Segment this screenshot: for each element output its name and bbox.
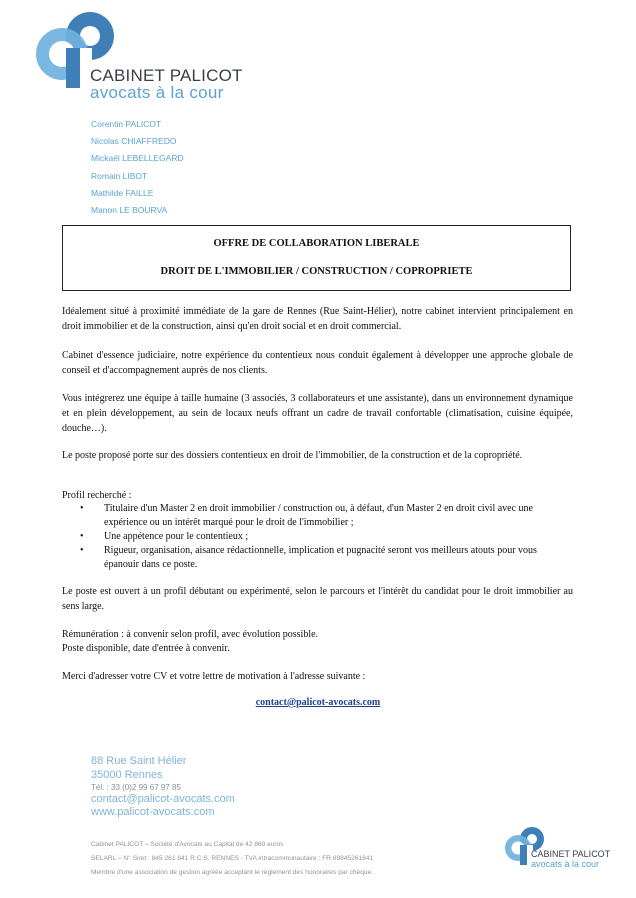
footer-legal-capital: Cabinet PALICOT – Société d'Avocats au Capital de 42 860 euros xyxy=(91,841,284,848)
paragraph-approach: Cabinet d'essence judiciaire, notre expérience du contentieux nous conduit également à développer une approche globale de conseil et d'accompagnement auprès de nos clients. xyxy=(62,350,573,376)
lawyer-name: Nicolas CHIAFFREDO xyxy=(91,136,177,147)
lawyer-name: Mathilde FAILLE xyxy=(91,187,154,198)
brand-tagline: avocats à la cour xyxy=(90,83,224,102)
list-item-text: Titulaire d'un Master 2 en droit immobilier / construction ou, à défaut, d'un Master 2 en droit civil avec une expérience ou un intérêt marqué pour le droit de l'immobilier ; xyxy=(104,503,533,528)
footer-website-link[interactable]: www.palicot-avocats.com xyxy=(91,806,215,818)
lawyer-name: Manon LE BOURVA xyxy=(91,204,168,215)
list-item xyxy=(80,530,573,544)
paragraph-team: Vous intégrerez une équipe à taille humaine (3 associés, 3 collaborateurs et une assistante), dans un environnement dynamique et en plein développement, au sein de locaux neufs offrant un cadre de travail confortable (climatisation, cuisine équipée, douche…). xyxy=(62,393,573,434)
footer-city: 35000 Rennes xyxy=(91,769,163,781)
lawyer-name: Romain LIBOT xyxy=(91,170,148,181)
list-item-text: Une appétence pour le contentieux ; xyxy=(104,531,249,542)
bullet-icon: • xyxy=(80,503,84,514)
paragraph-open-profile: Le poste est ouvert à un profil débutant ou expérimenté, selon le parcours et l'intérêt du candidat pour le droit immobilier au sens large. xyxy=(62,586,573,612)
list-item xyxy=(80,502,573,530)
availability-text: Poste disponible, date d'entrée à convenir. xyxy=(62,643,230,654)
bullet-icon: • xyxy=(80,545,84,556)
profile-bullet-list xyxy=(80,502,573,572)
remuneration-text: Rémunération : à convenir selon profil, avec évolution possible. xyxy=(62,629,319,640)
bullet-icon: • xyxy=(80,531,84,542)
footer-brand-name: CABINET PALICOT xyxy=(531,849,611,859)
list-item-text: Rigueur, organisation, aisance rédactionnelle, implication et pugnacité seront vos meilleurs atouts pour vous épanouir dans ce poste. xyxy=(104,545,537,570)
lawyer-name: Corentin PALICOT xyxy=(91,119,162,129)
footer-legal-membership: Membre d'une association de gestion agréée acceptant le règlement des honoraires par chèque. xyxy=(91,869,374,876)
footer-street: 88 Rue Saint Hélier xyxy=(91,755,187,767)
contact-email-link[interactable]: contact@palicot-avocats.com xyxy=(255,697,381,708)
offer-title-box xyxy=(62,225,571,291)
list-item xyxy=(80,544,573,572)
paragraph-position: Le poste proposé porte sur des dossiers contentieux en droit de l'immobilier, de la construction et de la copropriété. xyxy=(62,450,523,461)
lawyer-list xyxy=(91,116,184,219)
brand-name: CABINET PALICOT xyxy=(90,66,243,85)
footer-email-link[interactable]: contact@palicot-avocats.com xyxy=(91,793,235,805)
footer-phone: Tél. : 33 (0)2 99 67 97 85 xyxy=(91,783,181,792)
offer-title: OFFRE DE COLLABORATION LIBERALE xyxy=(213,238,420,249)
profile-label: Profil recherché : xyxy=(62,490,132,501)
closing-text: Merci d'adresser votre CV et votre lettre de motivation à l'adresse suivante : xyxy=(62,671,366,682)
lawyer-name: Mickaël LEBELLEGARD xyxy=(91,153,184,164)
offer-subtitle: DROIT DE L'IMMOBILIER / CONSTRUCTION / COPROPRIETE xyxy=(160,266,473,277)
footer-brand-tagline: avocats à la cour xyxy=(531,859,600,869)
footer-legal-siret: SELARL – N° Siret : 845 261 841 R.C.S. RENNES - TVA intracommunautaire : FR 89845261841 xyxy=(91,855,374,862)
paragraph-intro: Idéalement situé à proximité immédiate de la gare de Rennes (Rue Saint-Hélier), notre cabinet intervient principalement en droit immobilier et de la construction, ainsi qu'en droit social et en droit commercial. xyxy=(62,306,573,332)
